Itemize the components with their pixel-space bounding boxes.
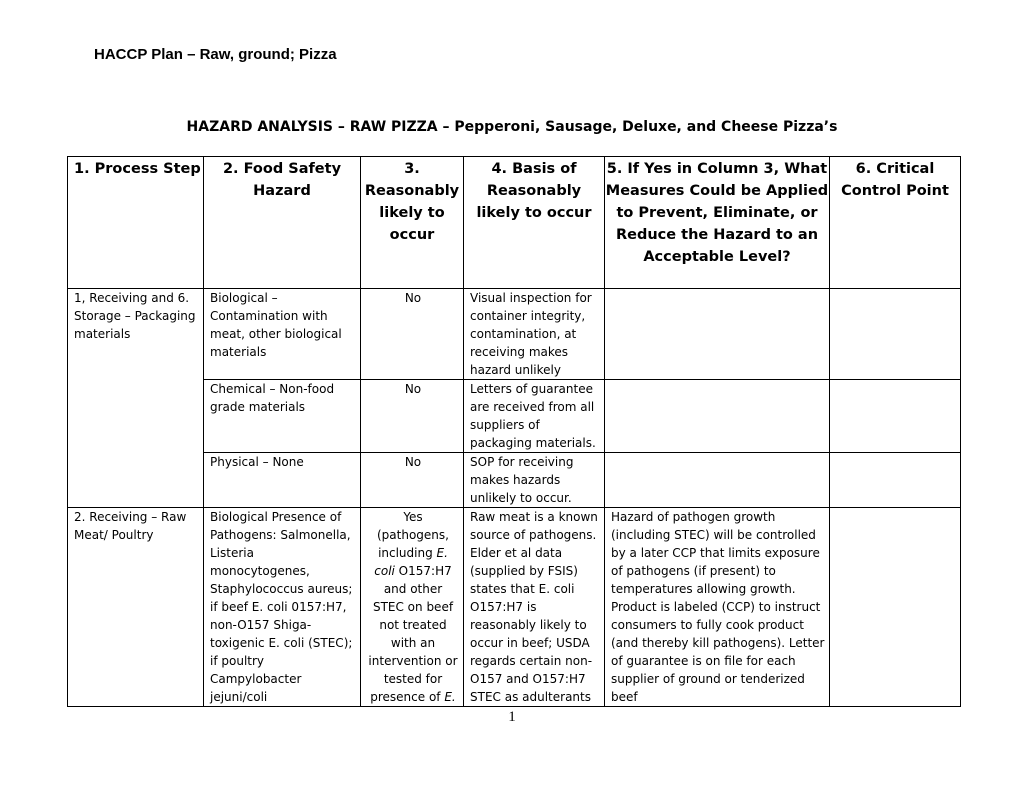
header-measures: 5. If Yes in Column 3, What Measures Could be Applied to Prevent, Eliminate, or Reduce the Hazard to an Acceptable Level? <box>605 157 830 289</box>
process-step-cell: 1, Receiving and 6. Storage – Packaging materials <box>68 289 204 508</box>
basis-cell: SOP for receiving makes hazards unlikely to occur. <box>464 453 605 508</box>
header-critical-control-point: 6. Critical Control Point <box>830 157 961 289</box>
table-row <box>68 508 961 707</box>
likely-cell: No <box>361 289 464 380</box>
measures-cell <box>605 453 830 508</box>
likely-cell: No <box>361 380 464 453</box>
hazard-cell: Biological – Contamination with meat, other biological materials <box>204 289 361 380</box>
likely-text-a: Yes (pathogens, including <box>377 510 449 560</box>
table-row <box>68 289 961 380</box>
measures-cell <box>605 380 830 453</box>
ccp-cell <box>830 380 961 453</box>
hazard-cell: Chemical – Non-food grade materials <box>204 380 361 453</box>
header-reasonably-likely: 3. Reasonably likely to occur <box>361 157 464 289</box>
basis-cell: Letters of guarantee are received from all suppliers of packaging materials. <box>464 380 605 453</box>
likely-text-c: O157:H7 and other STEC on beef not treated with an intervention or tested for presence of <box>368 564 458 704</box>
hazard-analysis-title: HAZARD ANALYSIS – RAW PIZZA – Pepperoni, Sausage, Deluxe, and Cheese Pizza’s <box>186 119 838 135</box>
ccp-cell <box>830 453 961 508</box>
measures-cell <box>605 289 830 380</box>
header-food-safety-hazard: 2. Food Safety Hazard <box>204 157 361 289</box>
likely-cell: No <box>361 453 464 508</box>
basis-cell: Raw meat is a known source of pathogens. Elder et al data (supplied by FSIS) states that E. coli O157:H7 is reasonably likely to occur in beef; USDA regards certain non-O157 and O157:H7 STEC as adulterants <box>464 508 605 707</box>
hazard-cell: Biological Presence of Pathogens: Salmonella, Listeria monocytogenes, Staphylococcus aureus; if beef E. coli 0157:H7, non-O157 Shiga-toxigenic E. coli (STEC); if poultry Campylobacter jejuni/coli <box>204 508 361 707</box>
ccp-cell <box>830 508 961 707</box>
likely-text-d: E. <box>444 690 456 704</box>
hazard-cell: Physical – None <box>204 453 361 508</box>
table-header-row <box>68 157 961 289</box>
hazard-analysis-table <box>67 156 961 707</box>
header-process-step: 1. Process Step <box>68 157 204 289</box>
page-number: 1 <box>508 709 516 725</box>
likely-text-b: E. coli <box>374 546 448 578</box>
likely-cell <box>361 508 464 707</box>
ccp-cell <box>830 289 961 380</box>
process-step-cell: 2. Receiving – Raw Meat/ Poultry <box>68 508 204 707</box>
header-basis: 4. Basis of Reasonably likely to occur <box>464 157 605 289</box>
document-title: HACCP Plan – Raw, ground; Pizza <box>94 46 337 63</box>
basis-cell: Visual inspection for container integrity, contamination, at receiving makes hazard unlikely <box>464 289 605 380</box>
measures-cell: Hazard of pathogen growth (including STEC) will be controlled by a later CCP that limits exposure of pathogens (if present) to temperatures allowing growth. Product is labeled (CCP) to instruct consumers to fully cook product (and thereby kill pathogens). Letter of guarantee is on file for each supplier of ground or tenderized beef <box>605 508 830 707</box>
